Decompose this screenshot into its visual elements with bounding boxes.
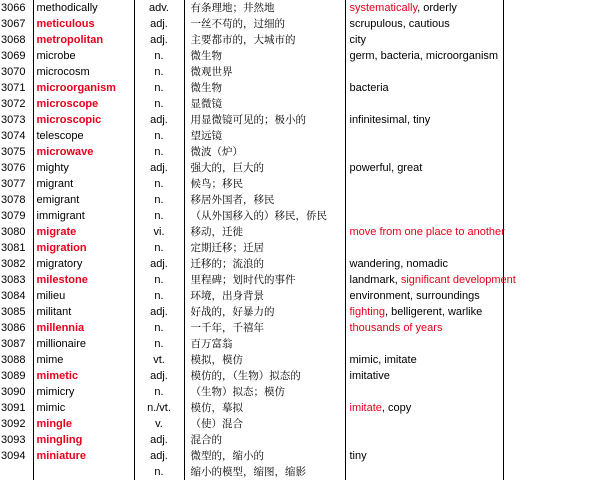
- part-of-speech: n.: [134, 208, 184, 224]
- table-row: [0, 336, 600, 352]
- synonym-text: city: [349, 34, 366, 46]
- entry-number: 3068: [0, 32, 33, 48]
- blank-column: [503, 144, 600, 160]
- chinese-meaning: 用显微镜可见的；极小的: [184, 112, 345, 128]
- part-of-speech: vt.: [134, 352, 184, 368]
- table-row: [0, 432, 600, 448]
- entry-word: millennia: [33, 320, 134, 336]
- chinese-meaning: 环境，出身背景: [184, 288, 345, 304]
- entry-number: 3092: [0, 416, 33, 432]
- part-of-speech: adj.: [134, 304, 184, 320]
- synonym-text: , orderly: [417, 2, 457, 14]
- entry-number: 3077: [0, 176, 33, 192]
- chinese-meaning: （使）混合: [184, 416, 345, 432]
- table-row: [0, 112, 600, 128]
- synonyms: [345, 320, 503, 336]
- entry-number: 3090: [0, 384, 33, 400]
- entry-word: millionaire: [33, 336, 134, 352]
- synonyms: [345, 64, 503, 80]
- table-row: [0, 144, 600, 160]
- entry-number: [0, 464, 33, 480]
- chinese-meaning: 一丝不苟的，过细的: [184, 16, 345, 32]
- entry-number: 3081: [0, 240, 33, 256]
- synonym-text: thousands of years: [349, 322, 443, 334]
- blank-column: [503, 304, 600, 320]
- synonyms: [345, 160, 503, 176]
- chinese-meaning: 望远镜: [184, 128, 345, 144]
- entry-number: 3091: [0, 400, 33, 416]
- table-row: [0, 16, 600, 32]
- part-of-speech: n.: [134, 384, 184, 400]
- table-row: [0, 192, 600, 208]
- part-of-speech: adj.: [134, 368, 184, 384]
- synonyms: [345, 400, 503, 416]
- table-row: [0, 176, 600, 192]
- synonyms: [345, 464, 503, 480]
- entry-number: 3075: [0, 144, 33, 160]
- entry-word: miniature: [33, 448, 134, 464]
- table-row: [0, 448, 600, 464]
- synonyms: [345, 432, 503, 448]
- blank-column: [503, 256, 600, 272]
- blank-column: [503, 96, 600, 112]
- synonyms: [345, 80, 503, 96]
- part-of-speech: n.: [134, 144, 184, 160]
- blank-column: [503, 64, 600, 80]
- table-row: [0, 352, 600, 368]
- entry-number: 3084: [0, 288, 33, 304]
- synonyms: [345, 336, 503, 352]
- blank-column: [503, 368, 600, 384]
- entry-word: mighty: [33, 160, 134, 176]
- part-of-speech: vi.: [134, 224, 184, 240]
- chinese-meaning: 里程碑；划时代的事件: [184, 272, 345, 288]
- entry-number: 3094: [0, 448, 33, 464]
- chinese-meaning: 候鸟；移民: [184, 176, 345, 192]
- chinese-meaning: 模拟，模仿: [184, 352, 345, 368]
- table-row: [0, 160, 600, 176]
- entry-word: immigrant: [33, 208, 134, 224]
- part-of-speech: n.: [134, 288, 184, 304]
- entry-number: 3093: [0, 432, 33, 448]
- entry-word: milestone: [33, 272, 134, 288]
- chinese-meaning: 模仿，摹拟: [184, 400, 345, 416]
- synonyms: [345, 192, 503, 208]
- entry-word: emigrant: [33, 192, 134, 208]
- synonyms: [345, 416, 503, 432]
- part-of-speech: n.: [134, 240, 184, 256]
- part-of-speech: n.: [134, 464, 184, 480]
- table-row: [0, 304, 600, 320]
- entry-number: 3080: [0, 224, 33, 240]
- blank-column: [503, 464, 600, 480]
- blank-column: [503, 448, 600, 464]
- blank-column: [503, 400, 600, 416]
- synonym-text: imitative: [349, 370, 390, 382]
- table-row: [0, 320, 600, 336]
- blank-column: [503, 208, 600, 224]
- blank-column: [503, 80, 600, 96]
- synonym-text: germ, bacteria, microorganism: [349, 50, 499, 62]
- synonym-text: environment, surroundings: [349, 290, 480, 302]
- table-row: [0, 128, 600, 144]
- chinese-meaning: 微观世界: [184, 64, 345, 80]
- synonym-text: infinitesimal, tiny: [349, 114, 431, 126]
- entry-word: migrate: [33, 224, 134, 240]
- entry-word: mime: [33, 352, 134, 368]
- chinese-meaning: 混合的: [184, 432, 345, 448]
- synonyms: [345, 352, 503, 368]
- synonyms: [345, 128, 503, 144]
- part-of-speech: n.: [134, 272, 184, 288]
- chinese-meaning: 微波（炉）: [184, 144, 345, 160]
- entry-number: 3078: [0, 192, 33, 208]
- part-of-speech: adj.: [134, 16, 184, 32]
- synonym-text: landmark,: [349, 274, 401, 286]
- blank-column: [503, 336, 600, 352]
- entry-number: 3069: [0, 48, 33, 64]
- synonyms: [345, 256, 503, 272]
- entry-word: mimicry: [33, 384, 134, 400]
- part-of-speech: adj.: [134, 160, 184, 176]
- blank-column: [503, 176, 600, 192]
- entry-word: microcosm: [33, 64, 134, 80]
- blank-column: [503, 352, 600, 368]
- entry-word: mingle: [33, 416, 134, 432]
- blank-column: [503, 160, 600, 176]
- blank-column: [503, 16, 600, 32]
- part-of-speech: n.: [134, 192, 184, 208]
- chinese-meaning: （生物）拟态；模仿: [184, 384, 345, 400]
- chinese-meaning: 好战的，好暴力的: [184, 304, 345, 320]
- entry-number: 3074: [0, 128, 33, 144]
- entry-word: microbe: [33, 48, 134, 64]
- table-row: [0, 464, 600, 480]
- synonym-text: move from one place to another: [349, 226, 505, 238]
- part-of-speech: n.: [134, 320, 184, 336]
- chinese-meaning: 强大的，巨大的: [184, 160, 345, 176]
- blank-column: [503, 0, 600, 16]
- synonyms: [345, 48, 503, 64]
- table-row: [0, 384, 600, 400]
- part-of-speech: adj.: [134, 432, 184, 448]
- entry-number: 3073: [0, 112, 33, 128]
- entry-number: 3070: [0, 64, 33, 80]
- synonyms: [345, 240, 503, 256]
- entry-number: 3072: [0, 96, 33, 112]
- blank-column: [503, 32, 600, 48]
- entry-word: microscope: [33, 96, 134, 112]
- chinese-meaning: 微生物: [184, 80, 345, 96]
- entry-number: 3086: [0, 320, 33, 336]
- part-of-speech: n.: [134, 176, 184, 192]
- synonyms: [345, 272, 516, 288]
- part-of-speech: n.: [134, 64, 184, 80]
- table-row: [0, 416, 600, 432]
- blank-column: [503, 288, 600, 304]
- entry-number: 3083: [0, 272, 33, 288]
- blank-column: [503, 240, 600, 256]
- synonyms: [345, 176, 503, 192]
- chinese-meaning: 百万富翁: [184, 336, 345, 352]
- entry-number: 3071: [0, 80, 33, 96]
- blank-column: [503, 272, 600, 288]
- synonyms: [345, 208, 503, 224]
- synonyms: [345, 144, 503, 160]
- entry-word: migratory: [33, 256, 134, 272]
- entry-number: 3087: [0, 336, 33, 352]
- synonyms: [345, 16, 503, 32]
- part-of-speech: adj.: [134, 32, 184, 48]
- entry-number: 3088: [0, 352, 33, 368]
- blank-column: [503, 320, 600, 336]
- chinese-meaning: 移居外国者，移民: [184, 192, 345, 208]
- synonym-text: bacteria: [349, 82, 389, 94]
- chinese-meaning: 迁移的；流浪的: [184, 256, 345, 272]
- part-of-speech: adj.: [134, 256, 184, 272]
- chinese-meaning: 模仿的，（生物）拟态的: [184, 368, 345, 384]
- chinese-meaning: 缩小的模型，缩图，缩影: [184, 464, 345, 480]
- table-row: [0, 48, 600, 64]
- part-of-speech: n.: [134, 128, 184, 144]
- table-row: [0, 96, 600, 112]
- entry-word: militant: [33, 304, 134, 320]
- entry-number: 3067: [0, 16, 33, 32]
- synonym-text: systematically: [349, 2, 418, 14]
- blank-column: [503, 112, 600, 128]
- synonym-text: scrupulous, cautious: [349, 18, 450, 30]
- chinese-meaning: 一千年，千禧年: [184, 320, 345, 336]
- entry-word: milieu: [33, 288, 134, 304]
- synonym-text: , belligerent, warlike: [384, 306, 483, 318]
- chinese-meaning: 微生物: [184, 48, 345, 64]
- chinese-meaning: （从外国移入的）移民，侨民: [184, 208, 345, 224]
- entry-word: microscopic: [33, 112, 134, 128]
- part-of-speech: n.: [134, 48, 184, 64]
- synonyms: [345, 32, 503, 48]
- synonyms: [345, 368, 503, 384]
- chinese-meaning: 有条理地；井然地: [184, 0, 345, 16]
- chinese-meaning: 移动，迁徙: [184, 224, 345, 240]
- entry-word: migration: [33, 240, 134, 256]
- synonyms: [345, 384, 503, 400]
- part-of-speech: adj.: [134, 112, 184, 128]
- table-row: [0, 288, 600, 304]
- entry-word: mimetic: [33, 368, 134, 384]
- synonym-text: mimic, imitate: [349, 354, 417, 366]
- blank-column: [503, 432, 600, 448]
- table-row: [0, 240, 600, 256]
- synonym-text: imitate: [349, 402, 382, 414]
- synonym-text: wandering, nomadic: [349, 258, 448, 270]
- entry-number: 3089: [0, 368, 33, 384]
- table-row: [0, 256, 600, 272]
- entry-number: 3082: [0, 256, 33, 272]
- table-row: [0, 0, 600, 16]
- table-row: [0, 368, 600, 384]
- entry-word: mimic: [33, 400, 134, 416]
- chinese-meaning: 显微镜: [184, 96, 345, 112]
- entry-word: microorganism: [33, 80, 134, 96]
- synonyms: [345, 448, 503, 464]
- table-row: [0, 80, 600, 96]
- entry-word: methodically: [33, 0, 134, 16]
- chinese-meaning: 主要都市的，大城市的: [184, 32, 345, 48]
- blank-column: [503, 224, 600, 240]
- entry-number: 3076: [0, 160, 33, 176]
- table-row: [0, 64, 600, 80]
- synonym-text: tiny: [349, 450, 367, 462]
- blank-column: [503, 128, 600, 144]
- table-row: [0, 272, 600, 288]
- synonym-text: fighting: [349, 306, 385, 318]
- part-of-speech: v.: [134, 416, 184, 432]
- part-of-speech: n.: [134, 336, 184, 352]
- table-row: [0, 224, 600, 240]
- synonym-text: significant development: [400, 274, 516, 286]
- synonyms: [345, 288, 503, 304]
- synonyms: [345, 96, 503, 112]
- synonyms: [345, 304, 503, 320]
- entry-word: meticulous: [33, 16, 134, 32]
- part-of-speech: adv.: [134, 0, 184, 16]
- synonyms: [345, 0, 503, 16]
- entry-word: microwave: [33, 144, 134, 160]
- blank-column: [503, 192, 600, 208]
- blank-column: [503, 48, 600, 64]
- part-of-speech: n.: [134, 96, 184, 112]
- entry-number: 3079: [0, 208, 33, 224]
- blank-column: [503, 416, 600, 432]
- entry-number: 3085: [0, 304, 33, 320]
- entry-word: metropolitan: [33, 32, 134, 48]
- synonyms: [345, 112, 503, 128]
- table-row: [0, 400, 600, 416]
- table-row: [0, 32, 600, 48]
- synonym-text: , copy: [381, 402, 412, 414]
- entry-word: telescope: [33, 128, 134, 144]
- synonym-text: powerful, great: [349, 162, 423, 174]
- entry-number: 3066: [0, 0, 33, 16]
- entry-word: migrant: [33, 176, 134, 192]
- entry-word: mingling: [33, 432, 134, 448]
- blank-column: [503, 384, 600, 400]
- chinese-meaning: 定期迁移；迁居: [184, 240, 345, 256]
- entry-word: [33, 464, 134, 480]
- part-of-speech: adj.: [134, 448, 184, 464]
- part-of-speech: n./vt.: [134, 400, 184, 416]
- table-row: [0, 208, 600, 224]
- part-of-speech: n.: [134, 80, 184, 96]
- chinese-meaning: 微型的，缩小的: [184, 448, 345, 464]
- synonyms: [345, 224, 503, 240]
